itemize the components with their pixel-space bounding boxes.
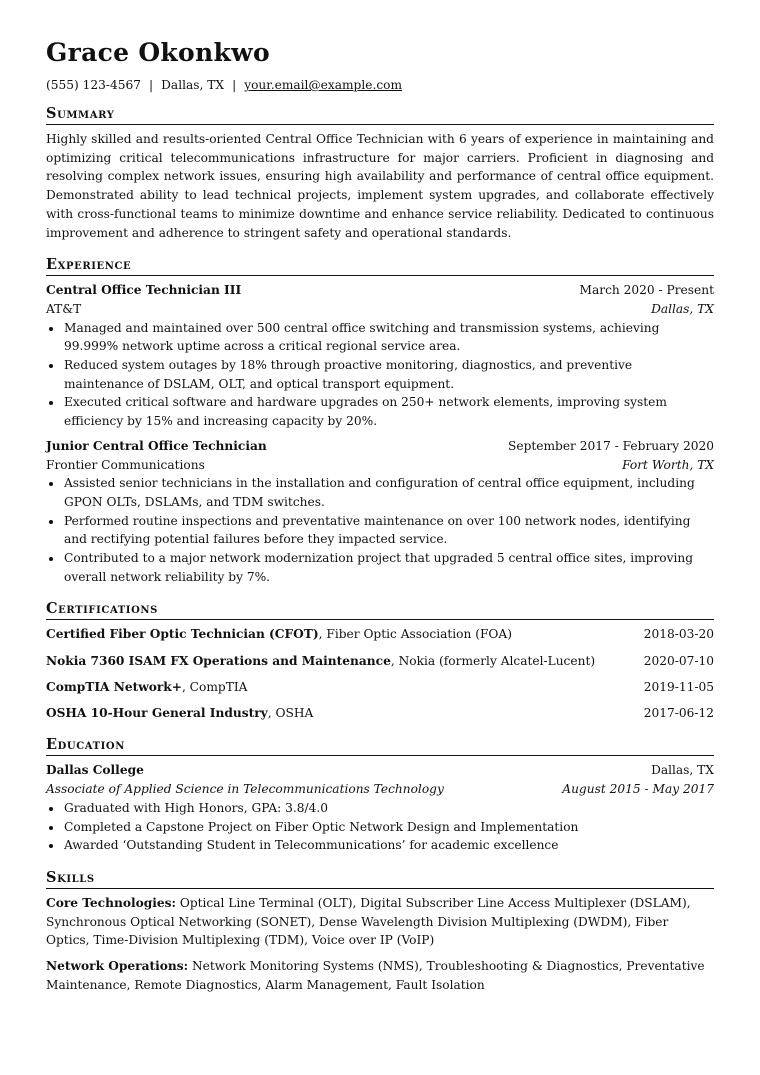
job-dates: September 2017 - February 2020 xyxy=(508,438,714,453)
skill-group xyxy=(46,957,714,994)
phone: (555) 123-4567 xyxy=(46,78,142,92)
skill-label: Network Operations: xyxy=(46,959,189,974)
list-item: • Assisted senior technicians in the installation and configuration of central office equipment, including GPON OLTs, DSLAMs, and TDM switches. xyxy=(63,474,714,511)
cert-date: 2017-06-12 xyxy=(643,705,714,720)
degree: Associate of Applied Science in Telecommunications Technology xyxy=(46,782,444,797)
cert-issuer: , Nokia (formerly Alcatel-Lucent) xyxy=(390,653,596,668)
section-heading-experience: Experience xyxy=(46,256,714,276)
job-subheader xyxy=(46,300,714,319)
job-header xyxy=(46,437,714,456)
list-item: • Performed routine inspections and preventative maintenance on over 100 network nodes, identifying and rectifying potential failures before they impacted service. xyxy=(63,512,714,549)
list-item: • Managed and maintained over 500 central office switching and transmission systems, achieving 99.999% network uptime across a critical regional service area. xyxy=(63,319,714,356)
cert-issuer: , CompTIA xyxy=(181,679,248,694)
location: Dallas, TX xyxy=(161,78,225,92)
job-dates: March 2020 - Present xyxy=(579,283,714,298)
job-header xyxy=(46,281,714,300)
cert-name: CompTIA Network+ xyxy=(46,679,182,694)
certification-row xyxy=(46,652,714,671)
school-name: Dallas College xyxy=(46,763,144,778)
job-location: Fort Worth, TX xyxy=(622,457,714,472)
job-company: Frontier Communications xyxy=(46,457,205,472)
cert-name: Certified Fiber Optic Technician (CFOT) xyxy=(46,627,319,642)
cert-date: 2018-03-20 xyxy=(643,627,714,642)
certification-row xyxy=(46,704,714,723)
email-link[interactable]: your.email@example.com xyxy=(244,78,403,92)
section-heading-certifications: Certifications xyxy=(46,600,714,620)
list-item: • Reduced system outages by 18% through proactive monitoring, diagnostics, and preventive maintenance of DSLAM, OLT, and optical transport equipment. xyxy=(63,356,714,393)
cert-issuer: , OSHA xyxy=(267,705,314,720)
education-subheader xyxy=(46,780,714,799)
education-bullets xyxy=(46,799,714,855)
cert-date: 2020-07-10 xyxy=(643,653,714,668)
separator: | xyxy=(149,78,154,92)
cert-name: Nokia 7360 ISAM FX Operations and Maintenance xyxy=(46,653,391,668)
cert-name: OSHA 10-Hour General Industry xyxy=(46,705,268,720)
job-bullets xyxy=(46,474,714,586)
job-entry xyxy=(46,437,714,587)
certification-row xyxy=(46,678,714,697)
candidate-name: Grace Okonkwo xyxy=(46,38,270,67)
skill-group xyxy=(46,894,714,950)
cert-date: 2019-11-05 xyxy=(643,679,714,694)
separator: | xyxy=(232,78,237,92)
job-company: AT&T xyxy=(46,301,82,316)
school-location: Dallas, TX xyxy=(651,763,714,778)
education-header xyxy=(46,761,714,780)
list-item: • Executed critical software and hardware upgrades on 250+ network elements, improving system efficiency by 15% and increasing capacity by 20%. xyxy=(63,393,714,430)
job-location: Dallas, TX xyxy=(651,301,714,316)
skill-text: Optical Line Terminal (OLT), Digital Subscriber Line Access Multiplexer (DSLAM), Synchronous Optical Networking (SONET), Dense Wavelength Division Multiplexing (DWDM), Fiber Optics, Time-Division Multiplexing (TDM), Voice over IP (VoIP) xyxy=(46,895,691,948)
section-heading-summary: Summary xyxy=(46,105,714,125)
certification-row xyxy=(46,625,714,644)
cert-issuer: , Fiber Optic Association (FOA) xyxy=(318,627,512,642)
list-item: • Completed a Capstone Project on Fiber Optic Network Design and Implementation xyxy=(63,818,714,837)
job-title: Junior Central Office Technician xyxy=(46,438,267,453)
list-item: • Graduated with High Honors, GPA: 3.8/4.0 xyxy=(63,799,714,818)
contact-line xyxy=(46,77,714,93)
job-title: Central Office Technician III xyxy=(46,283,242,298)
job-subheader xyxy=(46,456,714,475)
section-heading-education: Education xyxy=(46,736,714,756)
skill-text: Network Monitoring Systems (NMS), Troubleshooting & Diagnostics, Preventative Maintenance, Remote Diagnostics, Alarm Management, Fault Isolation xyxy=(46,959,705,992)
list-item: • Contributed to a major network modernization project that upgraded 5 central office sites, improving overall network reliability by 7%. xyxy=(63,549,714,586)
job-entry xyxy=(46,281,714,431)
job-bullets xyxy=(46,319,714,431)
skill-label: Core Technologies: xyxy=(46,895,176,910)
section-heading-skills: Skills xyxy=(46,869,714,889)
summary-text: Highly skilled and results-oriented Central Office Technician with 6 years of experience in maintaining and optimizing critical telecommunications infrastructure for major carriers. Proficient in diagnosing and resolving complex network issues, ensuring high availability and performance of central office equipment. Demonstrated ability to lead technical projects, implement system upgrades, and collaborate effectively with cross-functional teams to minimize downtime and enhance service reliability. Dedicated to continuous improvement and adherence to stringent safety and operational standards. xyxy=(46,132,714,240)
education-dates: August 2015 - May 2017 xyxy=(562,782,714,797)
list-item: • Awarded ‘Outstanding Student in Telecommunications’ for academic excellence xyxy=(63,836,714,855)
